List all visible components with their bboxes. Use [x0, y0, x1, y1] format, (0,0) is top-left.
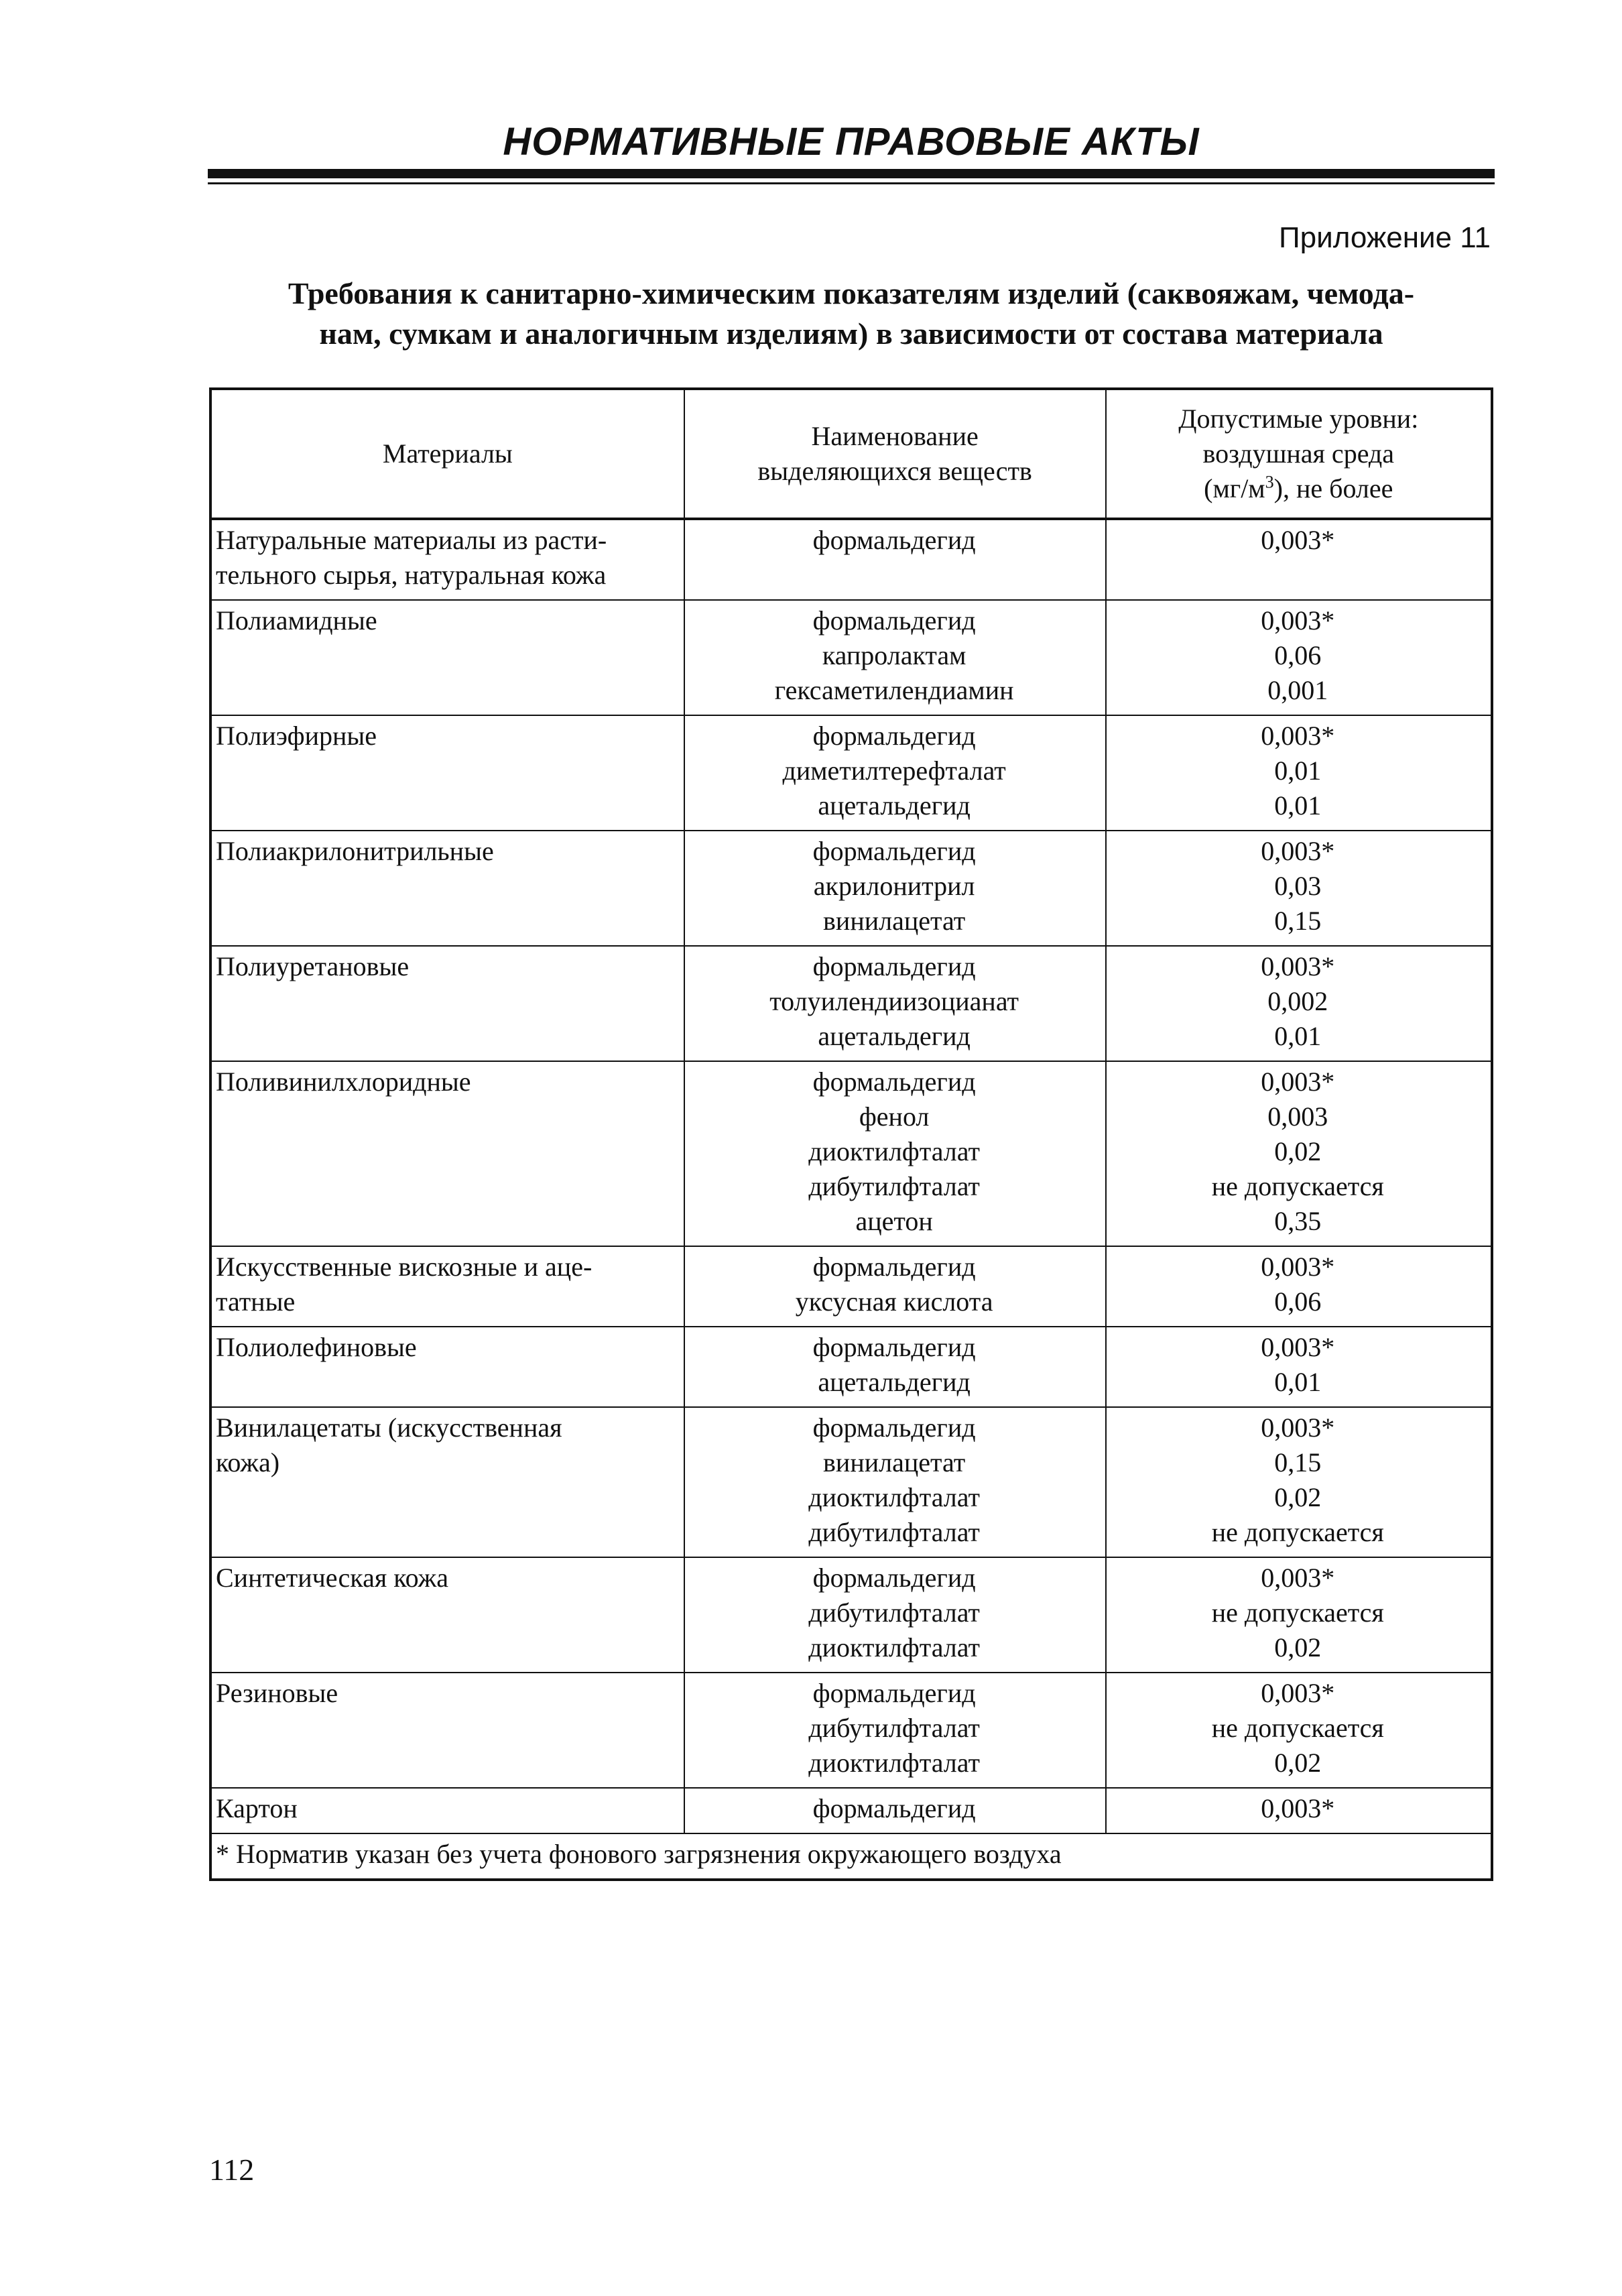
substances-cell — [684, 946, 1106, 1061]
material-cell — [210, 1788, 684, 1833]
substances-line: формальдегид — [812, 1252, 976, 1282]
material-line: тельного сырья, натуральная кожа — [216, 560, 607, 590]
substances-line: диоктилфталат — [808, 1632, 980, 1663]
footnote-row — [210, 1833, 1492, 1880]
material-line: Натуральные материалы из расти- — [216, 525, 607, 555]
table-row — [210, 600, 1492, 715]
material-line: Полиакрилонитрильные — [216, 836, 494, 866]
substances-line: дибутилфталат — [808, 1171, 980, 1201]
levels-line: 0,003* — [1261, 1252, 1335, 1282]
levels-line: 0,002 — [1267, 986, 1328, 1016]
levels-cell — [1106, 1673, 1492, 1788]
substances-line: формальдегид — [812, 1412, 976, 1443]
levels-line: 0,35 — [1274, 1206, 1322, 1236]
substances-line: гексаметилендиамин — [774, 675, 1014, 705]
table-row — [210, 831, 1492, 946]
material-line: Полиолефиновые — [216, 1332, 417, 1362]
material-line: Винилацетаты (искусственная — [216, 1412, 562, 1443]
material-cell — [210, 600, 684, 715]
material-cell — [210, 1061, 684, 1246]
levels-line: 0,01 — [1274, 1021, 1322, 1051]
table-row — [210, 1246, 1492, 1327]
levels-line: не допускается — [1211, 1597, 1384, 1628]
levels-line: 0,02 — [1274, 1482, 1322, 1512]
substances-line: формальдегид — [812, 1067, 976, 1097]
substances-line: формальдегид — [812, 525, 976, 555]
levels-line: 0,01 — [1274, 790, 1322, 821]
levels-cell — [1106, 519, 1492, 600]
substances-line: ацетон — [855, 1206, 933, 1236]
substances-line: акрилонитрил — [813, 871, 975, 901]
levels-cell — [1106, 946, 1492, 1061]
substances-cell — [684, 519, 1106, 600]
material-cell — [210, 1246, 684, 1327]
substances-line: толуилендиизоцианат — [769, 986, 1019, 1016]
substances-line: винилацетат — [823, 906, 966, 936]
header-rule-thin — [208, 182, 1495, 184]
document-title-line: нам, сумкам и аналогичным изделиям) в зависимости от состава материала — [319, 316, 1383, 351]
substances-line: формальдегид — [812, 1332, 976, 1362]
substances-line: диоктилфталат — [808, 1136, 980, 1166]
substances-cell — [684, 715, 1106, 831]
footnote: * Норматив указан без учета фонового загрязнения окружающего воздуха — [210, 1833, 1492, 1880]
levels-line: 0,02 — [1274, 1632, 1322, 1663]
substances-line: формальдегид — [812, 836, 976, 866]
substances-line: формальдегид — [812, 951, 976, 981]
substances-cell — [684, 1407, 1106, 1557]
substances-cell — [684, 1327, 1106, 1407]
table-row — [210, 1061, 1492, 1246]
table-row — [210, 715, 1492, 831]
material-cell — [210, 1557, 684, 1673]
header-materials: Материалы — [210, 389, 684, 519]
levels-line: 0,02 — [1274, 1136, 1322, 1166]
levels-line: 0,01 — [1274, 756, 1322, 786]
substances-cell — [684, 1788, 1106, 1833]
material-line: Искусственные вискозные и аце- — [216, 1252, 592, 1282]
levels-line: 0,15 — [1274, 1447, 1322, 1477]
substances-line: диоктилфталат — [808, 1482, 980, 1512]
levels-line: 0,003* — [1261, 951, 1335, 981]
substances-line: фенол — [859, 1101, 930, 1132]
substances-line: формальдегид — [812, 605, 976, 636]
table-row — [210, 1327, 1492, 1407]
table-row — [210, 1673, 1492, 1788]
levels-line: 0,02 — [1274, 1748, 1322, 1778]
material-cell — [210, 519, 684, 600]
substances-cell — [684, 600, 1106, 715]
levels-line: 0,003* — [1261, 605, 1335, 636]
substances-line: диоктилфталат — [808, 1748, 980, 1778]
substances-line: диметилтерефталат — [782, 756, 1006, 786]
levels-line: 0,06 — [1274, 640, 1322, 670]
substances-cell — [684, 1557, 1106, 1673]
levels-line: 0,003* — [1261, 525, 1335, 555]
substances-line: дибутилфталат — [808, 1597, 980, 1628]
substances-line: формальдегид — [812, 1793, 976, 1823]
levels-line: 0,003* — [1261, 1793, 1335, 1823]
table-row — [210, 946, 1492, 1061]
substances-cell — [684, 1246, 1106, 1327]
substances-line: ацетальдегид — [818, 1021, 971, 1051]
levels-cell — [1106, 1788, 1492, 1833]
section-header-title: НОРМАТИВНЫЕ ПРАВОВЫЕ АКТЫ — [503, 120, 1200, 164]
levels-line: 0,15 — [1274, 906, 1322, 936]
document-title — [208, 274, 1495, 354]
levels-cell — [1106, 1327, 1492, 1407]
levels-line: не допускается — [1211, 1517, 1384, 1547]
material-cell — [210, 1673, 684, 1788]
material-line: Полиамидные — [216, 605, 377, 636]
material-line: Синтетическая кожа — [216, 1563, 449, 1593]
levels-line: 0,03 — [1274, 871, 1322, 901]
levels-line: 0,003* — [1261, 1678, 1335, 1708]
material-cell — [210, 946, 684, 1061]
table-header-row — [210, 389, 1492, 519]
levels-line: 0,01 — [1274, 1367, 1322, 1397]
material-cell — [210, 715, 684, 831]
levels-line: 0,003* — [1261, 1412, 1335, 1443]
substances-line: ацетальдегид — [818, 1367, 971, 1397]
material-line: татные — [216, 1286, 296, 1317]
levels-line: 0,001 — [1267, 675, 1328, 705]
substances-line: капролактам — [822, 640, 966, 670]
material-line: Полиуретановые — [216, 951, 410, 981]
levels-line: 0,003* — [1261, 1563, 1335, 1593]
substances-line: ацетальдегид — [818, 790, 971, 821]
levels-cell — [1106, 1061, 1492, 1246]
material-line: кожа) — [216, 1447, 280, 1477]
header-substances: Наименование выделяющихся веществ — [684, 389, 1106, 519]
levels-cell — [1106, 600, 1492, 715]
table-row — [210, 1407, 1492, 1557]
levels-cell — [1106, 1407, 1492, 1557]
substances-line: дибутилфталат — [808, 1713, 980, 1743]
levels-cell — [1106, 1557, 1492, 1673]
document-title-line: Требования к санитарно-химическим показателям изделий (саквояжам, чемода- — [288, 276, 1415, 310]
material-line: Резиновые — [216, 1678, 338, 1708]
table-row — [210, 1557, 1492, 1673]
levels-line: 0,003* — [1261, 836, 1335, 866]
substances-cell — [684, 831, 1106, 946]
header-levels: Допустимые уровни: воздушная среда $(мг/м^3)$, не более — [1106, 389, 1492, 519]
levels-line: 0,003 — [1267, 1101, 1328, 1132]
levels-line: 0,003* — [1261, 1067, 1335, 1097]
material-line: Полиэфирные — [216, 721, 377, 751]
levels-line: 0,003* — [1261, 721, 1335, 751]
substances-cell — [684, 1673, 1106, 1788]
levels-cell — [1106, 715, 1492, 831]
substances-line: формальдегид — [812, 1678, 976, 1708]
page-number: 112 — [209, 2153, 255, 2187]
substances-line: формальдегид — [812, 721, 976, 751]
levels-cell — [1106, 1246, 1492, 1327]
substances-line: дибутилфталат — [808, 1517, 980, 1547]
material-cell — [210, 831, 684, 946]
appendix-label: Приложение 11 — [1279, 221, 1491, 254]
material-cell — [210, 1327, 684, 1407]
header-rule-thick — [208, 169, 1495, 178]
levels-line: 0,06 — [1274, 1286, 1322, 1317]
table-row — [210, 1788, 1492, 1833]
substances-line: винилацетат — [823, 1447, 966, 1477]
substances-cell — [684, 1061, 1106, 1246]
levels-line: не допускается — [1211, 1171, 1384, 1201]
material-line: Картон — [216, 1793, 298, 1823]
levels-line: не допускается — [1211, 1713, 1384, 1743]
requirements-table — [209, 387, 1493, 1881]
levels-line: 0,003* — [1261, 1332, 1335, 1362]
material-line: Поливинилхлоридные — [216, 1067, 471, 1097]
levels-cell — [1106, 831, 1492, 946]
table-row — [210, 519, 1492, 600]
substances-line: уксусная кислота — [795, 1286, 993, 1317]
material-cell — [210, 1407, 684, 1557]
substances-line: формальдегид — [812, 1563, 976, 1593]
